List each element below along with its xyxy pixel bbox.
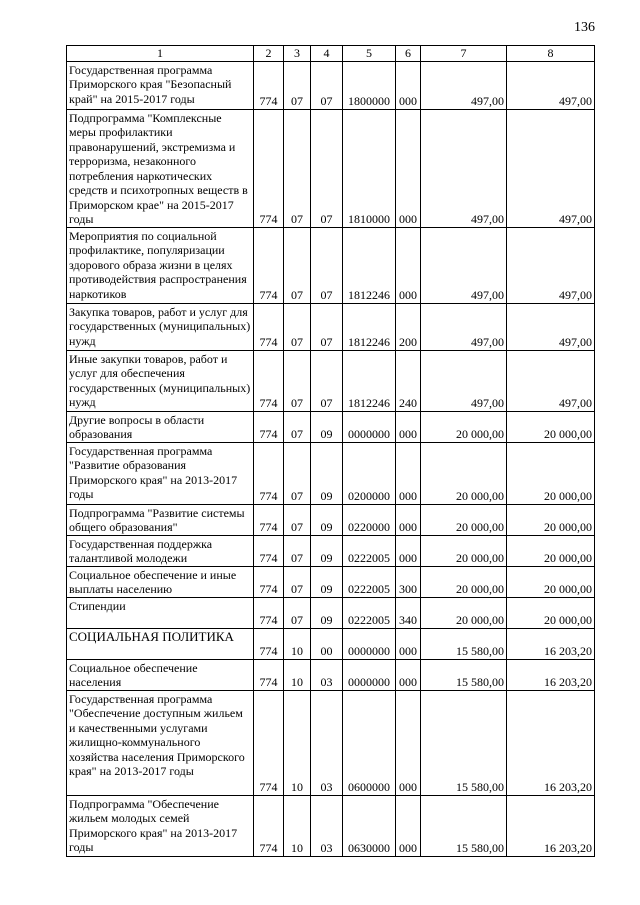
- table-row: [67, 659, 595, 690]
- table-row: [67, 227, 595, 303]
- row-grbs-cell: 774: [254, 61, 284, 109]
- row-name-cell: Социальное обеспечение и иные выплаты населению: [67, 566, 254, 597]
- header-cell: 6: [396, 46, 421, 62]
- row-expense-type-cell: 000: [396, 504, 421, 535]
- header-cell: 8: [507, 46, 595, 62]
- row-target-article-cell: 0630000: [343, 795, 396, 856]
- table-row: [67, 61, 595, 109]
- row-target-article-cell: 0222005: [343, 535, 396, 566]
- table-row: [67, 535, 595, 566]
- row-target-article-cell: 0222005: [343, 597, 396, 628]
- row-expense-type-cell: 000: [396, 628, 421, 659]
- row-subsection-cell: 09: [311, 504, 343, 535]
- row-amount-year1-cell: 15 580,00: [421, 628, 507, 659]
- row-grbs-cell: 774: [254, 628, 284, 659]
- row-amount-year2-cell: 497,00: [507, 303, 595, 350]
- row-section-cell: 07: [284, 227, 311, 303]
- row-amount-year1-cell: 15 580,00: [421, 690, 507, 795]
- row-expense-type-cell: 000: [396, 795, 421, 856]
- row-target-article-cell: 0000000: [343, 411, 396, 442]
- row-expense-type-cell: 300: [396, 566, 421, 597]
- row-grbs-cell: 774: [254, 227, 284, 303]
- row-target-article-cell: 0000000: [343, 628, 396, 659]
- table-row: [67, 597, 595, 628]
- header-cell: 7: [421, 46, 507, 62]
- row-grbs-cell: 774: [254, 566, 284, 597]
- row-name-cell: Социальное обеспечение населения: [67, 659, 254, 690]
- row-expense-type-cell: 340: [396, 597, 421, 628]
- row-grbs-cell: 774: [254, 690, 284, 795]
- row-grbs-cell: 774: [254, 504, 284, 535]
- row-target-article-cell: 0222005: [343, 566, 396, 597]
- row-name-cell: Государственная поддержка талантливой молодежи: [67, 535, 254, 566]
- table-row: [67, 411, 595, 442]
- table-row: [67, 566, 595, 597]
- row-expense-type-cell: 000: [396, 109, 421, 227]
- row-expense-type-cell: 000: [396, 690, 421, 795]
- row-amount-year2-cell: 16 203,20: [507, 795, 595, 856]
- row-section-cell: 07: [284, 109, 311, 227]
- row-target-article-cell: 0000000: [343, 659, 396, 690]
- row-amount-year2-cell: 497,00: [507, 350, 595, 411]
- row-expense-type-cell: 000: [396, 659, 421, 690]
- row-section-cell: 10: [284, 795, 311, 856]
- row-target-article-cell: 1800000: [343, 61, 396, 109]
- header-cell: 1: [67, 46, 254, 62]
- row-section-cell: 07: [284, 566, 311, 597]
- row-subsection-cell: 09: [311, 535, 343, 566]
- row-amount-year2-cell: 16 203,20: [507, 659, 595, 690]
- row-expense-type-cell: 240: [396, 350, 421, 411]
- row-target-article-cell: 1812246: [343, 227, 396, 303]
- row-section-cell: 07: [284, 411, 311, 442]
- row-amount-year1-cell: 497,00: [421, 109, 507, 227]
- row-subsection-cell: 09: [311, 566, 343, 597]
- table-row: [67, 109, 595, 227]
- row-subsection-cell: 07: [311, 61, 343, 109]
- row-name-cell: Государственная программа Приморского края "Безопасный край" на 2015-2017 годы: [67, 61, 254, 109]
- row-subsection-cell: 07: [311, 303, 343, 350]
- table-row: [67, 303, 595, 350]
- row-grbs-cell: 774: [254, 303, 284, 350]
- row-amount-year2-cell: 20 000,00: [507, 566, 595, 597]
- row-grbs-cell: 774: [254, 411, 284, 442]
- row-name-cell: Подпрограмма "Развитие системы общего образования": [67, 504, 254, 535]
- row-section-cell: 07: [284, 442, 311, 504]
- row-subsection-cell: 03: [311, 795, 343, 856]
- row-amount-year1-cell: 20 000,00: [421, 411, 507, 442]
- table-row: [67, 442, 595, 504]
- row-expense-type-cell: 000: [396, 227, 421, 303]
- row-subsection-cell: 09: [311, 442, 343, 504]
- row-amount-year2-cell: 497,00: [507, 61, 595, 109]
- row-amount-year2-cell: 16 203,20: [507, 690, 595, 795]
- page-number: 136: [574, 20, 595, 35]
- row-expense-type-cell: 000: [396, 442, 421, 504]
- table-row: [67, 628, 595, 659]
- table-row: [67, 504, 595, 535]
- row-grbs-cell: 774: [254, 795, 284, 856]
- row-expense-type-cell: 000: [396, 535, 421, 566]
- header-cell: 4: [311, 46, 343, 62]
- row-amount-year1-cell: 20 000,00: [421, 442, 507, 504]
- row-name-cell: Мероприятия по социальной профилактике, популяризации здорового образа жизни в целях противодействия распространения наркотиков: [67, 227, 254, 303]
- row-amount-year2-cell: 16 203,20: [507, 628, 595, 659]
- row-amount-year1-cell: 20 000,00: [421, 504, 507, 535]
- header-cell: 5: [343, 46, 396, 62]
- row-amount-year1-cell: 497,00: [421, 303, 507, 350]
- row-subsection-cell: 09: [311, 411, 343, 442]
- row-expense-type-cell: 000: [396, 411, 421, 442]
- row-amount-year1-cell: 20 000,00: [421, 535, 507, 566]
- row-grbs-cell: 774: [254, 109, 284, 227]
- row-section-cell: 07: [284, 597, 311, 628]
- row-amount-year2-cell: 497,00: [507, 109, 595, 227]
- table-row: [67, 795, 595, 856]
- row-grbs-cell: 774: [254, 442, 284, 504]
- row-amount-year2-cell: 20 000,00: [507, 504, 595, 535]
- row-amount-year2-cell: 20 000,00: [507, 597, 595, 628]
- table-row: [67, 690, 595, 795]
- row-name-cell: Подпрограмма "Комплексные меры профилактики правонарушений, экстремизма и терроризма, незаконного потребления наркотических средств и психотропных веществ в Приморском крае" на 2015-2017 годы: [67, 109, 254, 227]
- row-target-article-cell: 0600000: [343, 690, 396, 795]
- row-amount-year2-cell: 20 000,00: [507, 411, 595, 442]
- row-target-article-cell: 1812246: [343, 350, 396, 411]
- row-subsection-cell: 03: [311, 690, 343, 795]
- row-amount-year1-cell: 20 000,00: [421, 566, 507, 597]
- row-section-cell: 07: [284, 61, 311, 109]
- row-grbs-cell: 774: [254, 659, 284, 690]
- row-grbs-cell: 774: [254, 350, 284, 411]
- budget-table: [66, 45, 595, 857]
- row-target-article-cell: 1812246: [343, 303, 396, 350]
- row-amount-year1-cell: 497,00: [421, 61, 507, 109]
- row-name-cell: Другие вопросы в области образования: [67, 411, 254, 442]
- row-section-cell: 07: [284, 535, 311, 566]
- header-cell: 3: [284, 46, 311, 62]
- row-amount-year2-cell: 497,00: [507, 227, 595, 303]
- row-target-article-cell: 0200000: [343, 442, 396, 504]
- row-amount-year2-cell: 20 000,00: [507, 535, 595, 566]
- row-section-cell: 10: [284, 690, 311, 795]
- header-cell: 2: [254, 46, 284, 62]
- row-name-cell: Подпрограмма "Обеспечение жильем молодых семей Приморского края" на 2013-2017 годы: [67, 795, 254, 856]
- row-section-cell: 10: [284, 659, 311, 690]
- table-header-row: [67, 46, 595, 62]
- row-section-cell: 07: [284, 350, 311, 411]
- row-amount-year1-cell: 497,00: [421, 227, 507, 303]
- row-section-cell: 10: [284, 628, 311, 659]
- row-subsection-cell: 09: [311, 597, 343, 628]
- row-subsection-cell: 07: [311, 350, 343, 411]
- row-subsection-cell: 00: [311, 628, 343, 659]
- row-amount-year1-cell: 497,00: [421, 350, 507, 411]
- row-section-cell: 07: [284, 303, 311, 350]
- row-grbs-cell: 774: [254, 535, 284, 566]
- row-section-cell: 07: [284, 504, 311, 535]
- row-target-article-cell: 0220000: [343, 504, 396, 535]
- row-name-cell: Иные закупки товаров, работ и услуг для обеспечения государственных (муниципальных) нужд: [67, 350, 254, 411]
- row-target-article-cell: 1810000: [343, 109, 396, 227]
- row-name-cell: Государственная программа "Обеспечение доступным жильем и качественными услугами жилищно-коммунального хозяйства населения Приморского края" на 2013-2017 годы: [67, 690, 254, 795]
- row-name-cell: СОЦИАЛЬНАЯ ПОЛИТИКА: [67, 628, 254, 659]
- row-amount-year2-cell: 20 000,00: [507, 442, 595, 504]
- row-subsection-cell: 07: [311, 227, 343, 303]
- row-name-cell: Государственная программа "Развитие образования Приморского края" на 2013-2017 годы: [67, 442, 254, 504]
- row-subsection-cell: 03: [311, 659, 343, 690]
- row-expense-type-cell: 200: [396, 303, 421, 350]
- row-grbs-cell: 774: [254, 597, 284, 628]
- table-row: [67, 350, 595, 411]
- row-expense-type-cell: 000: [396, 61, 421, 109]
- row-subsection-cell: 07: [311, 109, 343, 227]
- row-name-cell: Стипендии: [67, 597, 254, 628]
- row-name-cell: Закупка товаров, работ и услуг для государственных (муниципальных) нужд: [67, 303, 254, 350]
- row-amount-year1-cell: 15 580,00: [421, 659, 507, 690]
- row-amount-year1-cell: 15 580,00: [421, 795, 507, 856]
- row-amount-year1-cell: 20 000,00: [421, 597, 507, 628]
